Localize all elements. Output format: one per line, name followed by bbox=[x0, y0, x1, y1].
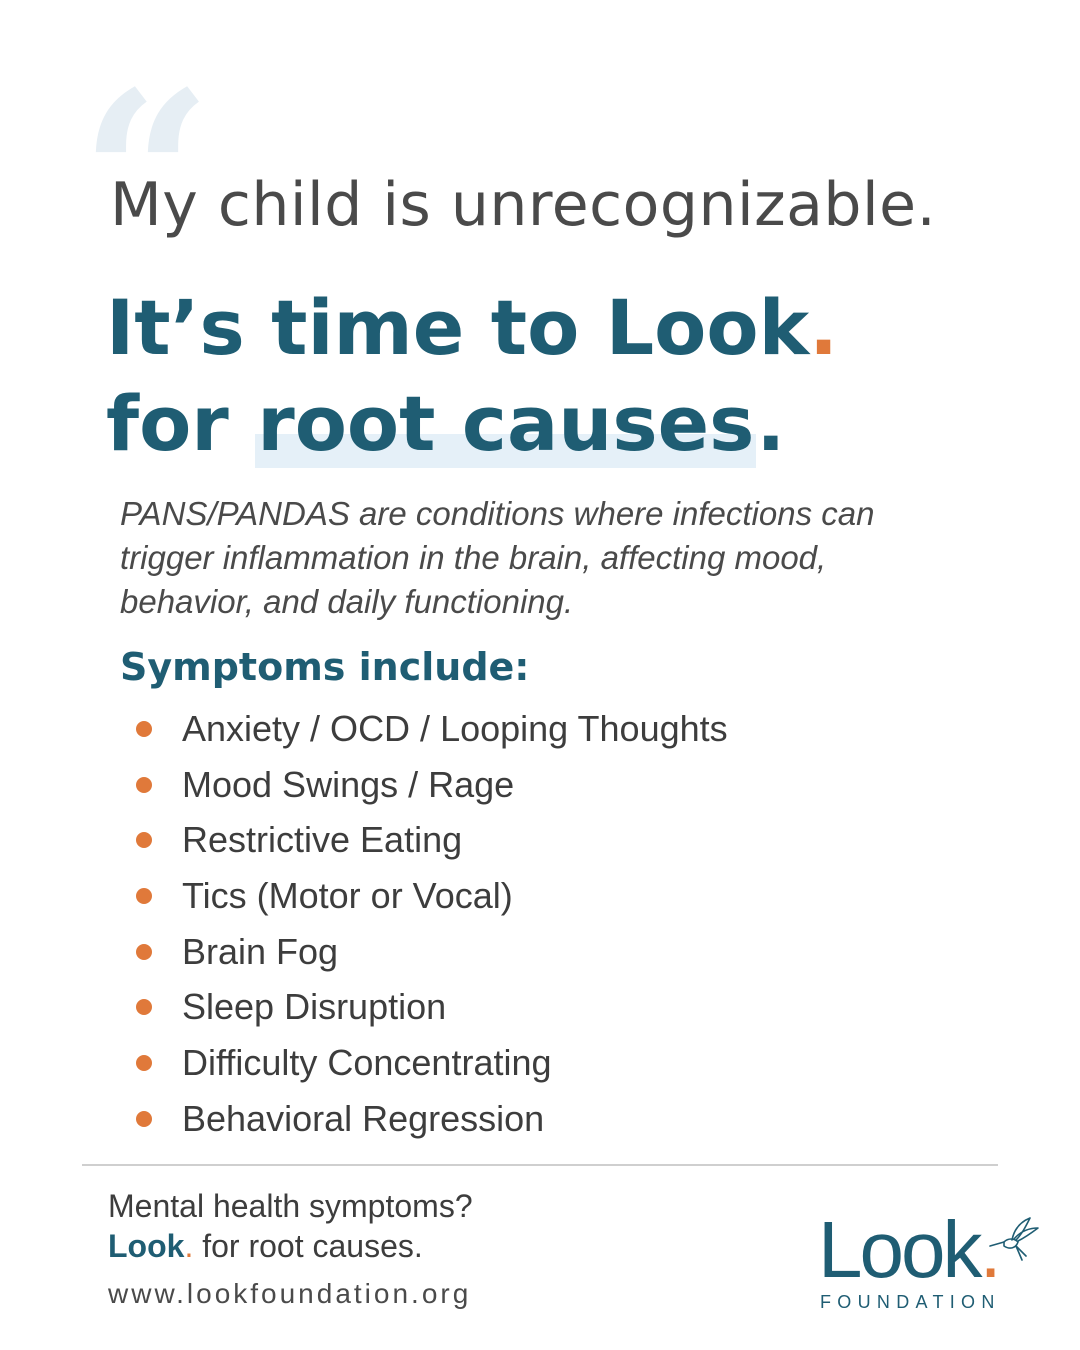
symptom-label: Behavioral Regression bbox=[182, 1097, 545, 1139]
bullet-icon bbox=[136, 888, 152, 904]
logo-word: Look bbox=[818, 1205, 980, 1294]
symptom-item bbox=[130, 979, 728, 1035]
symptom-item bbox=[130, 701, 728, 757]
headline-line-2 bbox=[106, 376, 838, 472]
symptoms-heading: Symptoms include: bbox=[120, 645, 530, 689]
bullet-icon bbox=[136, 1055, 152, 1071]
logo-dot: . bbox=[979, 1205, 999, 1294]
symptom-item bbox=[130, 1035, 728, 1091]
symptom-label: Sleep Disruption bbox=[182, 986, 447, 1028]
bullet-icon bbox=[136, 721, 152, 737]
symptom-item bbox=[130, 1091, 728, 1147]
footer-brand: Look bbox=[108, 1228, 185, 1264]
symptom-label: Mood Swings / Rage bbox=[182, 763, 515, 805]
hummingbird-icon bbox=[986, 1216, 1042, 1264]
symptom-label: Tics (Motor or Vocal) bbox=[182, 875, 513, 917]
headline-dot: . bbox=[809, 283, 839, 372]
footer-tagline: Mental health symptoms? bbox=[108, 1188, 473, 1224]
headline bbox=[106, 280, 838, 472]
logo-subtitle: FOUNDATION bbox=[820, 1292, 1001, 1312]
footer-brand-dot: . bbox=[184, 1228, 194, 1264]
description: PANS/PANDAS are conditions where infections can trigger inflammation in the brain, affecting mood, behavior, and daily functioning. bbox=[120, 495, 875, 620]
symptom-item bbox=[130, 868, 728, 924]
symptom-list bbox=[130, 701, 728, 1147]
website-link[interactable]: www.lookfoundation.org bbox=[108, 1278, 472, 1309]
headline-line-1 bbox=[106, 280, 838, 376]
quote-mark-icon: “ bbox=[80, 42, 213, 312]
look-foundation-logo bbox=[818, 1205, 1048, 1320]
headline-line-2-dot: . bbox=[756, 379, 786, 468]
logo-wordmark bbox=[818, 1205, 999, 1294]
bullet-icon bbox=[136, 999, 152, 1015]
footer-slogan bbox=[108, 1228, 423, 1265]
quote-text: My child is unrecognizable. bbox=[110, 170, 937, 240]
divider bbox=[82, 1164, 998, 1166]
footer-slogan-rest: for root causes. bbox=[193, 1228, 423, 1264]
headline-line-2-prefix: for bbox=[106, 379, 256, 468]
bullet-icon bbox=[136, 832, 152, 848]
symptom-item bbox=[130, 812, 728, 868]
symptom-label: Brain Fog bbox=[182, 930, 339, 972]
headline-line-1-text: It’s time to Look bbox=[106, 283, 810, 372]
symptom-label: Restrictive Eating bbox=[182, 819, 463, 861]
symptom-label: Difficulty Concentrating bbox=[182, 1042, 552, 1084]
bullet-icon bbox=[136, 944, 152, 960]
bullet-icon bbox=[136, 1111, 152, 1127]
symptom-item bbox=[130, 757, 728, 813]
headline-highlight: root causes bbox=[257, 379, 755, 468]
symptom-label: Anxiety / OCD / Looping Thoughts bbox=[182, 708, 728, 749]
bullet-icon bbox=[136, 777, 152, 793]
symptom-item bbox=[130, 924, 728, 980]
